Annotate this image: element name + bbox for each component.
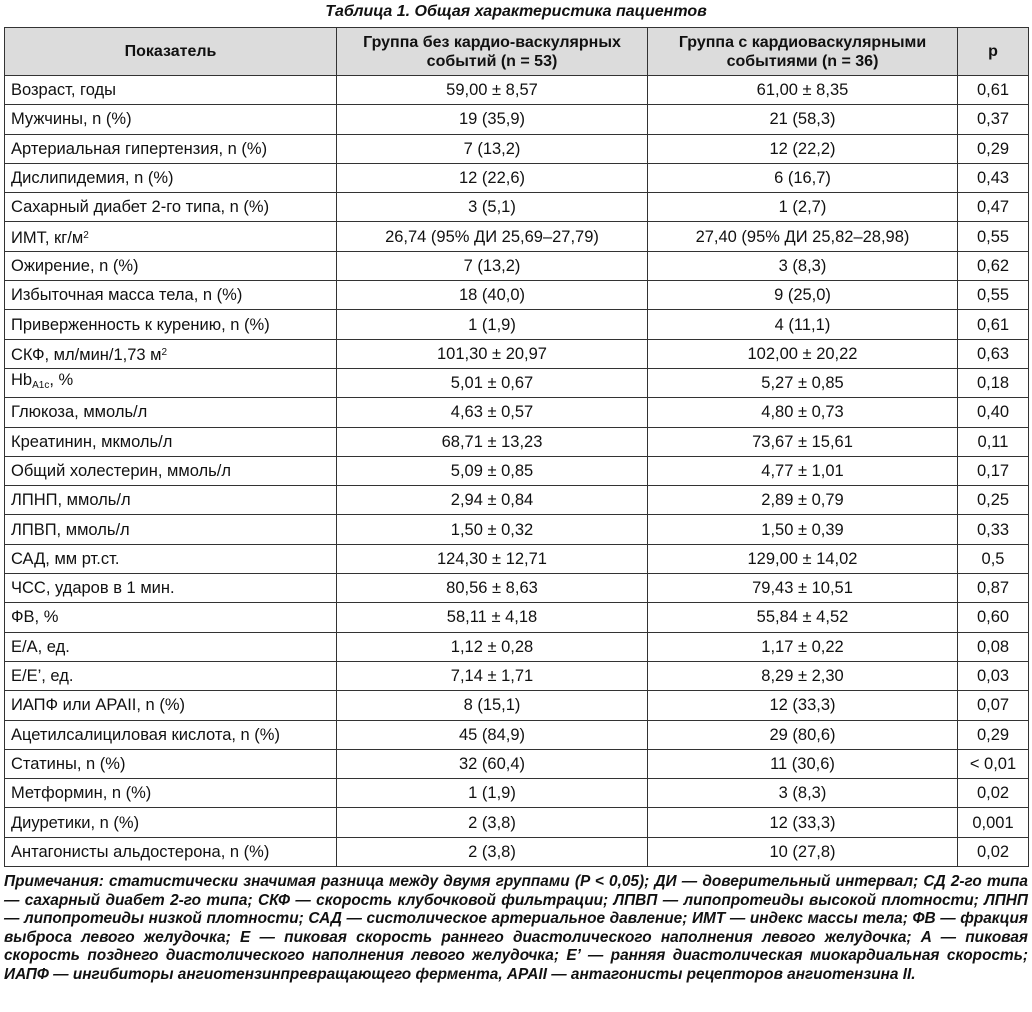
row-label [5,281,337,310]
p-value: 0,02 [958,837,1029,866]
group-without-events-value: 5,01 ± 0,67 [337,368,648,397]
group-without-events-value: 7 (13,2) [337,134,648,163]
p-value: 0,17 [958,456,1029,485]
p-value: 0,07 [958,691,1029,720]
group-without-events-value: 68,71 ± 13,23 [337,427,648,456]
group-without-events-value: 58,11 ± 4,18 [337,603,648,632]
row-label-text: Дислипидемия, n (%) [11,169,174,188]
row-label [5,515,337,544]
p-value: 0,43 [958,163,1029,192]
row-label-suffix: , % [49,371,74,390]
group-without-events-value: 1,12 ± 0,28 [337,632,648,661]
p-value: 0,62 [958,251,1029,280]
header-group-without-events: Группа без кардио-васкулярных событий (n = 53) [337,28,648,76]
row-label [5,193,337,222]
group-with-events-value: 1 (2,7) [648,193,958,222]
table-header-row [5,28,1029,76]
group-with-events-value: 12 (33,3) [648,808,958,837]
row-label-superscript: 2 [161,346,168,358]
p-value: 0,29 [958,720,1029,749]
table-caption: Таблица 1. Общая характеристика пациентов [325,3,707,20]
group-with-events-value: 73,67 ± 15,61 [648,427,958,456]
group-with-events-value: 61,00 ± 8,35 [648,76,958,105]
row-label [5,837,337,866]
table-row [5,720,1029,749]
group-with-events-value: 12 (22,2) [648,134,958,163]
row-label-text: Креатинин, мкмоль/л [11,432,173,451]
p-value: 0,18 [958,368,1029,397]
group-without-events-value: 2,94 ± 0,84 [337,486,648,515]
table-row [5,76,1029,105]
table-row [5,632,1029,661]
group-without-events-value: 1 (1,9) [337,310,648,339]
group-with-events-value: 102,00 ± 20,22 [648,339,958,368]
group-without-events-value: 1 (1,9) [337,779,648,808]
row-label [5,427,337,456]
row-label [5,368,337,397]
group-with-events-value: 21 (58,3) [648,105,958,134]
table-row [5,222,1029,251]
row-label-text: Метформин, n (%) [11,784,152,803]
group-without-events-value: 80,56 ± 8,63 [337,574,648,603]
p-value: 0,61 [958,310,1029,339]
table-notes: Примечания: статистически значимая разница между двумя группами (P < 0,05); ДИ — доверительный интервал; СД 2-го типа — сахарный диабет 2-го типа; СКФ — скорость клубочковой фильтрации; ЛПВП — липопротеиды высокой плотности; ЛПНП — липопротеиды низкой плотности; САД — систолическое артериальное давление; ИМТ — индекс массы тела; ФВ — фракция выброса левого желудочка; E — пиковая скорость раннего диастолического наполнения левого желудочка; A — пиковая скорость позднего диастолического наполнения левого желудочка; E’ — ранняя диастолическая миокардиальная скорость; ИАПФ — ингибиторы ангиотензинпревращающего фермента, АРАII — антагонисты рецепторов ангиотензина II. [4,873,1028,983]
row-label [5,222,337,251]
p-value: 0,87 [958,574,1029,603]
group-with-events-value: 4 (11,1) [648,310,958,339]
patient-characteristics-table [4,27,1029,867]
group-with-events-value: 4,80 ± 0,73 [648,398,958,427]
row-label-text: Сахарный диабет 2-го типа, n (%) [11,198,270,217]
p-value: 0,40 [958,398,1029,427]
group-with-events-value: 55,84 ± 4,52 [648,603,958,632]
table-row [5,251,1029,280]
table-row [5,749,1029,778]
group-without-events-value: 8 (15,1) [337,691,648,720]
row-label-text: Глюкоза, ммоль/л [11,403,148,422]
group-with-events-value: 4,77 ± 1,01 [648,456,958,485]
table-row [5,427,1029,456]
header-indicator: Показатель [5,28,337,76]
row-label [5,486,337,515]
row-label-text: Антагонисты альдостерона, n (%) [11,842,270,861]
row-label [5,398,337,427]
row-label [5,574,337,603]
group-without-events-value: 5,09 ± 0,85 [337,456,648,485]
row-label-text: Hb [11,371,33,390]
group-with-events-value: 27,40 (95% ДИ 25,82–28,98) [648,222,958,251]
group-without-events-value: 12 (22,6) [337,163,648,192]
row-label-subscript: A1c [32,380,50,392]
row-label-text: E/E’, ед. [11,667,74,686]
group-with-events-value: 11 (30,6) [648,749,958,778]
table-row [5,105,1029,134]
group-without-events-value: 101,30 ± 20,97 [337,339,648,368]
table-row [5,456,1029,485]
group-with-events-value: 12 (33,3) [648,691,958,720]
group-with-events-value: 3 (8,3) [648,779,958,808]
p-value: 0,55 [958,222,1029,251]
group-without-events-value: 3 (5,1) [337,193,648,222]
group-without-events-value: 45 (84,9) [337,720,648,749]
group-without-events-value: 2 (3,8) [337,837,648,866]
row-label-text: ИАПФ или АРАII, n (%) [11,696,185,715]
row-label-text: Возраст, годы [11,81,117,100]
row-label [5,251,337,280]
row-label-text: Приверженность к курению, n (%) [11,315,270,334]
table-row [5,398,1029,427]
row-label [5,691,337,720]
group-without-events-value: 4,63 ± 0,57 [337,398,648,427]
group-without-events-value: 32 (60,4) [337,749,648,778]
group-without-events-value: 1,50 ± 0,32 [337,515,648,544]
row-label [5,134,337,163]
row-label-text: Общий холестерин, ммоль/л [11,462,231,480]
group-with-events-value: 79,43 ± 10,51 [648,574,958,603]
row-label-text: Диуретики, n (%) [11,813,140,832]
p-value: 0,08 [958,632,1029,661]
row-label [5,310,337,339]
group-with-events-value: 6 (16,7) [648,163,958,192]
row-label-text: ЧСС, ударов в 1 мин. [11,579,175,598]
table-row [5,163,1029,192]
table-row [5,486,1029,515]
header-p-value: p [958,28,1029,76]
group-without-events-value: 26,74 (95% ДИ 25,69–27,79) [337,222,648,251]
table-row [5,661,1029,690]
row-label-text: Ацетилсалициловая кислота, n (%) [11,725,280,744]
table-row [5,134,1029,163]
table-row [5,310,1029,339]
table-row [5,779,1029,808]
row-label [5,720,337,749]
row-label [5,456,337,485]
p-value: 0,001 [958,808,1029,837]
p-value: 0,60 [958,603,1029,632]
table-row [5,339,1029,368]
row-label-text: ЛПНП, ммоль/л [11,491,131,510]
row-label-text: Избыточная масса тела, n (%) [11,286,243,305]
group-with-events-value: 5,27 ± 0,85 [648,368,958,397]
row-label-text: ЛПВП, ммоль/л [11,520,130,539]
table-row [5,603,1029,632]
group-without-events-value: 7 (13,2) [337,251,648,280]
row-label-text: Статины, n (%) [11,754,126,773]
group-with-events-value: 3 (8,3) [648,251,958,280]
row-label [5,339,337,368]
table-row [5,544,1029,573]
p-value: 0,55 [958,281,1029,310]
group-with-events-value: 29 (80,6) [648,720,958,749]
row-label [5,632,337,661]
row-label [5,808,337,837]
row-label [5,105,337,134]
row-label [5,661,337,690]
group-without-events-value: 124,30 ± 12,71 [337,544,648,573]
table-row [5,808,1029,837]
group-without-events-value: 19 (35,9) [337,105,648,134]
row-label-text: E/A, ед. [11,637,70,656]
p-value: 0,37 [958,105,1029,134]
group-with-events-value: 1,17 ± 0,22 [648,632,958,661]
row-label [5,779,337,808]
p-value: 0,29 [958,134,1029,163]
table-row [5,193,1029,222]
group-without-events-value: 18 (40,0) [337,281,648,310]
p-value: 0,61 [958,76,1029,105]
row-label [5,76,337,105]
table-row [5,691,1029,720]
group-without-events-value: 7,14 ± 1,71 [337,661,648,690]
row-label-text: ИМТ, кг/м [11,228,84,247]
p-value: 0,5 [958,544,1029,573]
row-label-text: ФВ, % [11,608,59,627]
table-row [5,574,1029,603]
group-without-events-value: 59,00 ± 8,57 [337,76,648,105]
table-row [5,368,1029,397]
p-value: 0,25 [958,486,1029,515]
group-with-events-value: 1,50 ± 0,39 [648,515,958,544]
row-label-superscript: 2 [83,229,89,241]
group-with-events-value: 9 (25,0) [648,281,958,310]
group-with-events-value: 2,89 ± 0,79 [648,486,958,515]
row-label-text: Мужчины, n (%) [11,110,132,129]
group-with-events-value: 10 (27,8) [648,837,958,866]
p-value: 0,63 [958,339,1029,368]
p-value: 0,02 [958,779,1029,808]
p-value: < 0,01 [958,749,1029,778]
p-value: 0,03 [958,661,1029,690]
row-label [5,544,337,573]
row-label [5,603,337,632]
table-row [5,837,1029,866]
p-value: 0,11 [958,427,1029,456]
row-label-text: САД, мм рт.ст. [11,549,120,568]
row-label-text: Ожирение, n (%) [11,256,139,275]
table-row [5,281,1029,310]
row-label-text: Артериальная гипертензия, n (%) [11,139,268,158]
header-group-with-events: Группа с кардиоваскулярными событиями (n = 36) [648,28,958,76]
row-label [5,749,337,778]
row-label-text: СКФ, мл/мин/1,73 м [11,345,162,364]
group-without-events-value: 2 (3,8) [337,808,648,837]
group-with-events-value: 129,00 ± 14,02 [648,544,958,573]
row-label [5,163,337,192]
group-with-events-value: 8,29 ± 2,30 [648,661,958,690]
table-body [5,76,1029,867]
p-value: 0,33 [958,515,1029,544]
p-value: 0,47 [958,193,1029,222]
table-row [5,515,1029,544]
